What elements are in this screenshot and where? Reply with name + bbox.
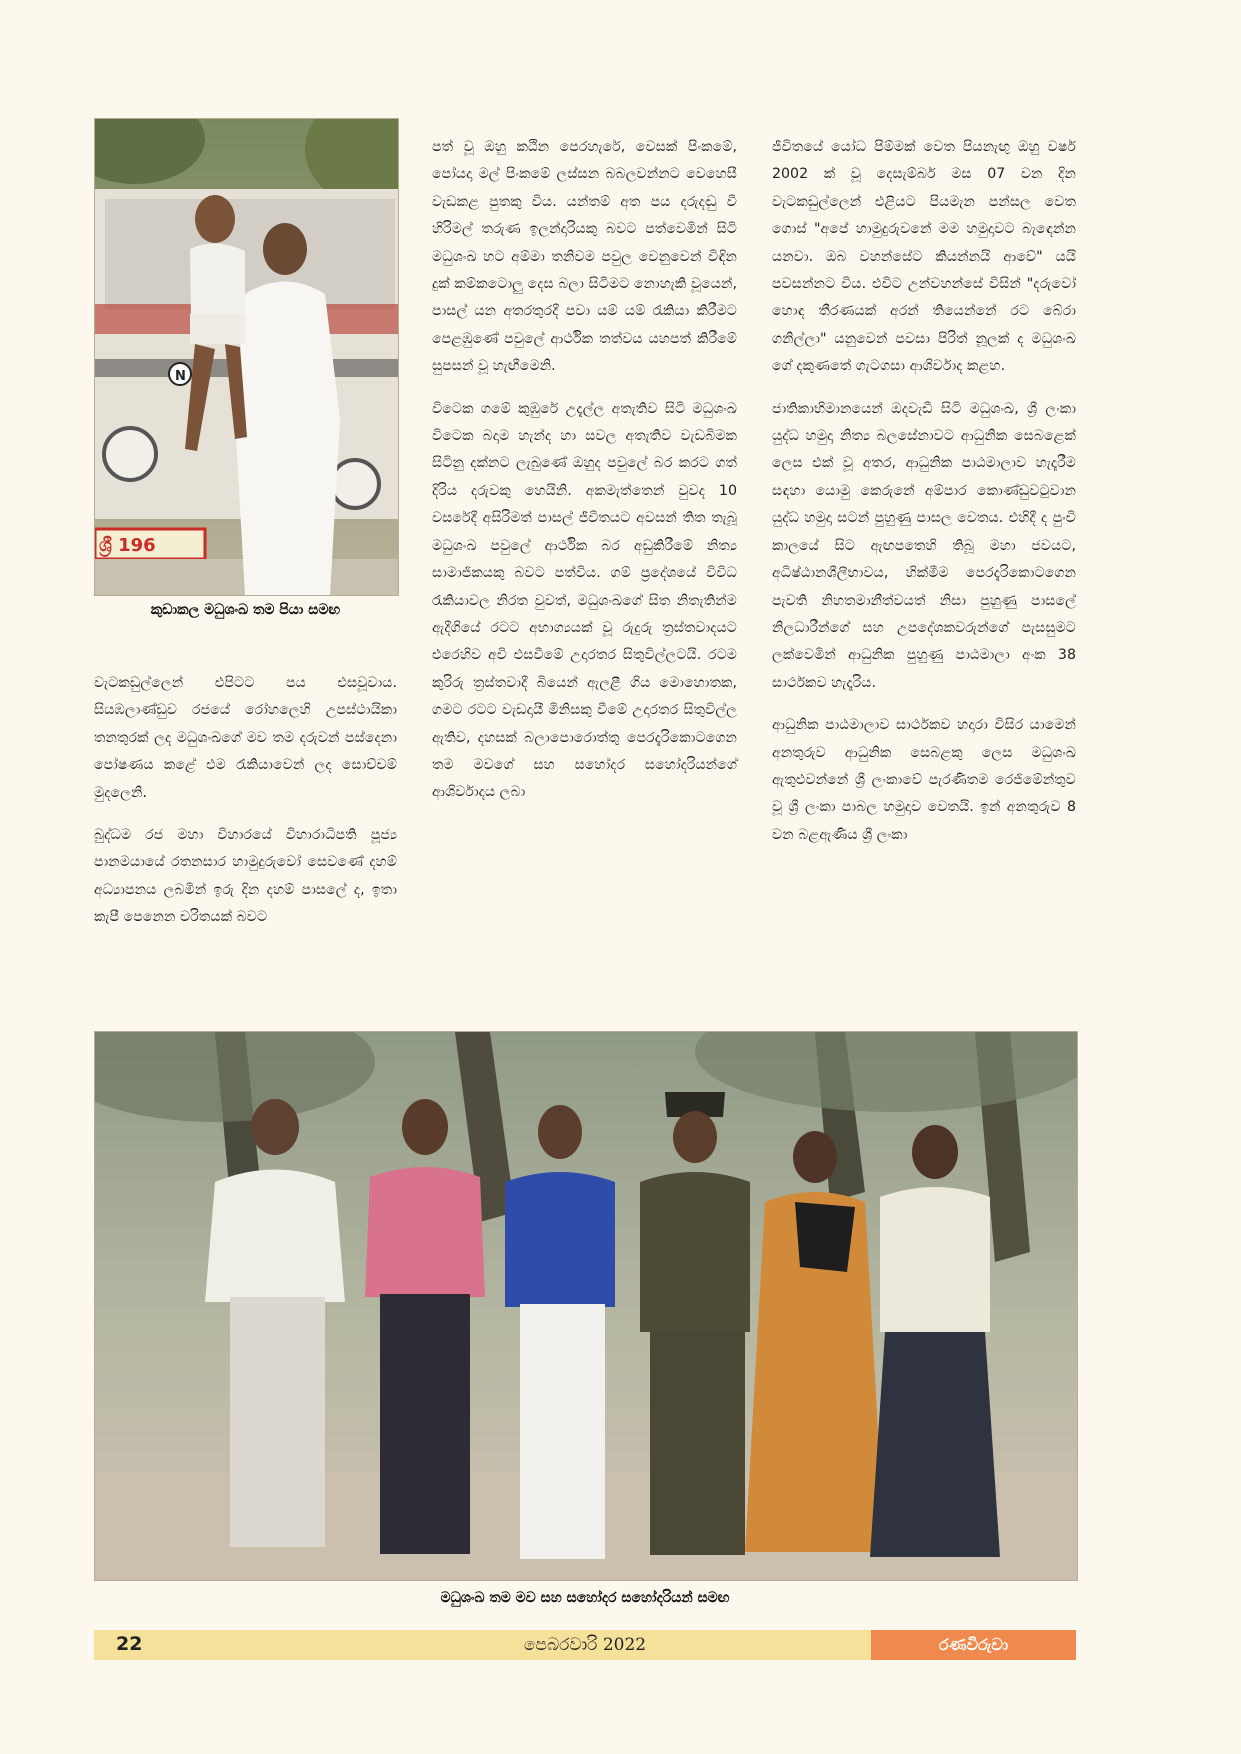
photo-family-group xyxy=(94,1031,1078,1581)
article-column-2 xyxy=(432,134,737,822)
paragraph: වැටකඩුල්ලෙන් එපිටට පය එසවූවාය. සියඹලාණ්ඩුව රජයේ රෝහලෙහි උපස්ථායිකා තනතුරක් ලද මධුශංඛගේ මව තම දරුවන් පස්දෙනා පෝෂණය කළේ එම රැකියාවෙන් ලද සොච්චම් මුදලෙනි. xyxy=(94,675,397,801)
issue-date: පෙබරවාරි 2022 xyxy=(523,1635,647,1655)
article-column-3 xyxy=(772,134,1076,864)
page-number: 22 xyxy=(116,1633,143,1655)
article-column-1 xyxy=(94,670,397,947)
paragraph: ආධුනික පාඨමාලාව සාර්ථකව හදාරා විසිර යාමෙන් අනතුරුව ආධුනික සෙබළකු ලෙස මධුශංඛ ඇතුළුවන්නේ ශ්‍රී ලංකාවේ පැරණිතම රෙජිමේන්තුව වූ ශ්‍රී ලංකා පාබල හමුදාව වෙතයි. ඉන් අනතුරුව 8 වන බළඇණිය ශ්‍රී ලංකා xyxy=(772,717,1076,843)
photo-bottom-caption: මධුශංඛ තම මව සහ සහෝදර සහෝදරියන් සමඟ xyxy=(440,1590,730,1606)
photo-child-with-father xyxy=(94,118,399,596)
paragraph: ජීවිතයේ යෝධ පිම්මක් වෙත පියනැඟු ඔහු වර්ෂ 2002 ක් වූ දෙසැම්බර් මස 07 වන දින වැටකඩුල්ලෙන් එළියට පියමැන පන්සල වෙත ගොස් "අපේ හාමුදුරුවනේ මම හමුදාවට බැඳෙන්න යනවා. ඔබ වහන්සේට කියන්නයි ආවේ" යයි පවසන්නට විය. එවිට උන්වහන්සේ විසින් "දරුවෝ හොඳ තීරණයක් අරන් තියෙන්නේ රට බේරා ගනිල්ලා" යනුවෙන් පවසා පිරිත් නූලක් ද මධුශංඛ ගේ දකුණතේ ගැටගසා ආශිර්වාද කළහ. xyxy=(772,139,1076,375)
photo-child-with-father-image xyxy=(95,119,398,595)
paragraph: පත් වූ ඔහු කඨින පෙරහැරේ, වෙසක් පිංකමේ, පෝයදා මල් පිංකමේ ලස්සන බබලවන්නට වෙහෙසී වැඩකළ පුතකු විය. යන්තම් අත පය දරුදඬු වී හිරිමල් තරුණ ඉලන්දාරියකු බවට පත්වෙමින් සිටි මධුශංඛ හට අම්මා තනිවම පවුල වෙනුවෙන් විඳින දුක් කම්කටොලු දෙස බලා සිටීමට නොහැකි වූයෙන්, පාසල් යන අතරතුරදී පවා යම් යම් රැකියා කිරීමට පෙළඹුණේ පවුලේ ආර්ථික තත්වය යහපත් කිරීමේ සුපසන් වූ හැඟීමෙනි. xyxy=(432,139,737,375)
svg-text:N: N xyxy=(175,369,186,384)
paragraph: බුද්ධම රජ මහා විහාරයේ විහාරාධිපති පූජ්‍ය පානමයායේ රතනසාර හාමුදුරුවෝ සෙවණේ දහම් අධ්‍යාපනය ලබමින් ඉරු දින දහම් පාසලේ ද, ඉතා කැපී පෙනෙන චරිතයක් බවට xyxy=(94,827,397,926)
number-plate-text: ශ්‍රී 196 xyxy=(99,535,156,556)
photo-top-caption: කුඩාකල මධුශංඛ තම පියා සමඟ xyxy=(150,602,341,618)
paragraph: විටෙක ගමේ කුඹුරේ උදැල්ල අතැතිව සිටි මධුශංඛ විටෙක බදාම හැන්ද හා සවල අතැතිව වැඩබිමක සිටිනු දක්නට ලැබුණේ ඔහුද පවුලේ බර කරට ගත් දිරිය දරුවකු හෙයිනි. අකමැත්තෙන් වුවද 10 වසරේදී අසිරිමත් පාසල් ජීවිතයට අවසන් තිත තැබූ මධුශංඛ පවුලේ ආර්ථික බර අඩුකිරීමේ නිත්‍ය සාමාජිකයකු බවට පත්විය. ගම් ප්‍රදේශයේ විවිධ රැකියාවල නිරත වුවත්, මධුශංඛගේ සිත නිතැතින්ම ඇදීගියේ රටට අභාග්‍යයක් වූ රුදුරු ත්‍රස්තවාදයට එරෙහිව අවි එසවීමේ උදාරතර සිතුවිල්ලටයි. රටම කුරිරු ත්‍රස්තවාදී බියෙන් ඇලළී ගිය මොහොතක, ගමට රටට වැඩදායී මිනිසකු වීමේ උදාරතර සිතුවිල්ල ඇතිව, දහසක් බලාපොරොත්තු පෙරදැරිකොටගෙන තම මවගේ සහ සහෝදර සහෝදරියන්ගේ ආශිර්වාදය ලබා xyxy=(432,400,737,801)
paragraph: ජාතිකාභිමානයෙන් ඔදවැඩී සිටි මධුශංඛ, ශ්‍රී ලංකා යුද්ධ හමුදා නිත්‍ය බලසේනාවට ආධුනික සෙබළෙක් ලෙස එක් වූ අතර, ආධුනික පාඨමාලාව හැදෑරීම සඳහා යොමු කෙරුනේ අම්පාර කොණ්ඩුවටුවාන යුද්ධ හමුදා සටන් පුහුණු පාසල වෙතය. එහිදී ද පුංචි කාලයේ සිට ඇඟපතෙහි තිබූ මහා ජවයට, අධිෂ්ඨානශීලීභාවය, හික්මීම පෙරදැරිකොටගෙන පැවති නිහතමානීත්වයත් නිසා පුහුණු පාසලේ නිලධාරීන්ගේ සහ උපදේශකවරුන්ගේ පැසසුමට ලක්වෙමින් ආධුනික පුහුණු පාඨමාලා අංක 38 සාර්ථකව හැදෑරිය. xyxy=(772,400,1076,691)
magazine-name: රණවිරුවා xyxy=(871,1630,1076,1660)
page-footer xyxy=(94,1630,1076,1660)
photo-family-group-image xyxy=(95,1032,1077,1580)
